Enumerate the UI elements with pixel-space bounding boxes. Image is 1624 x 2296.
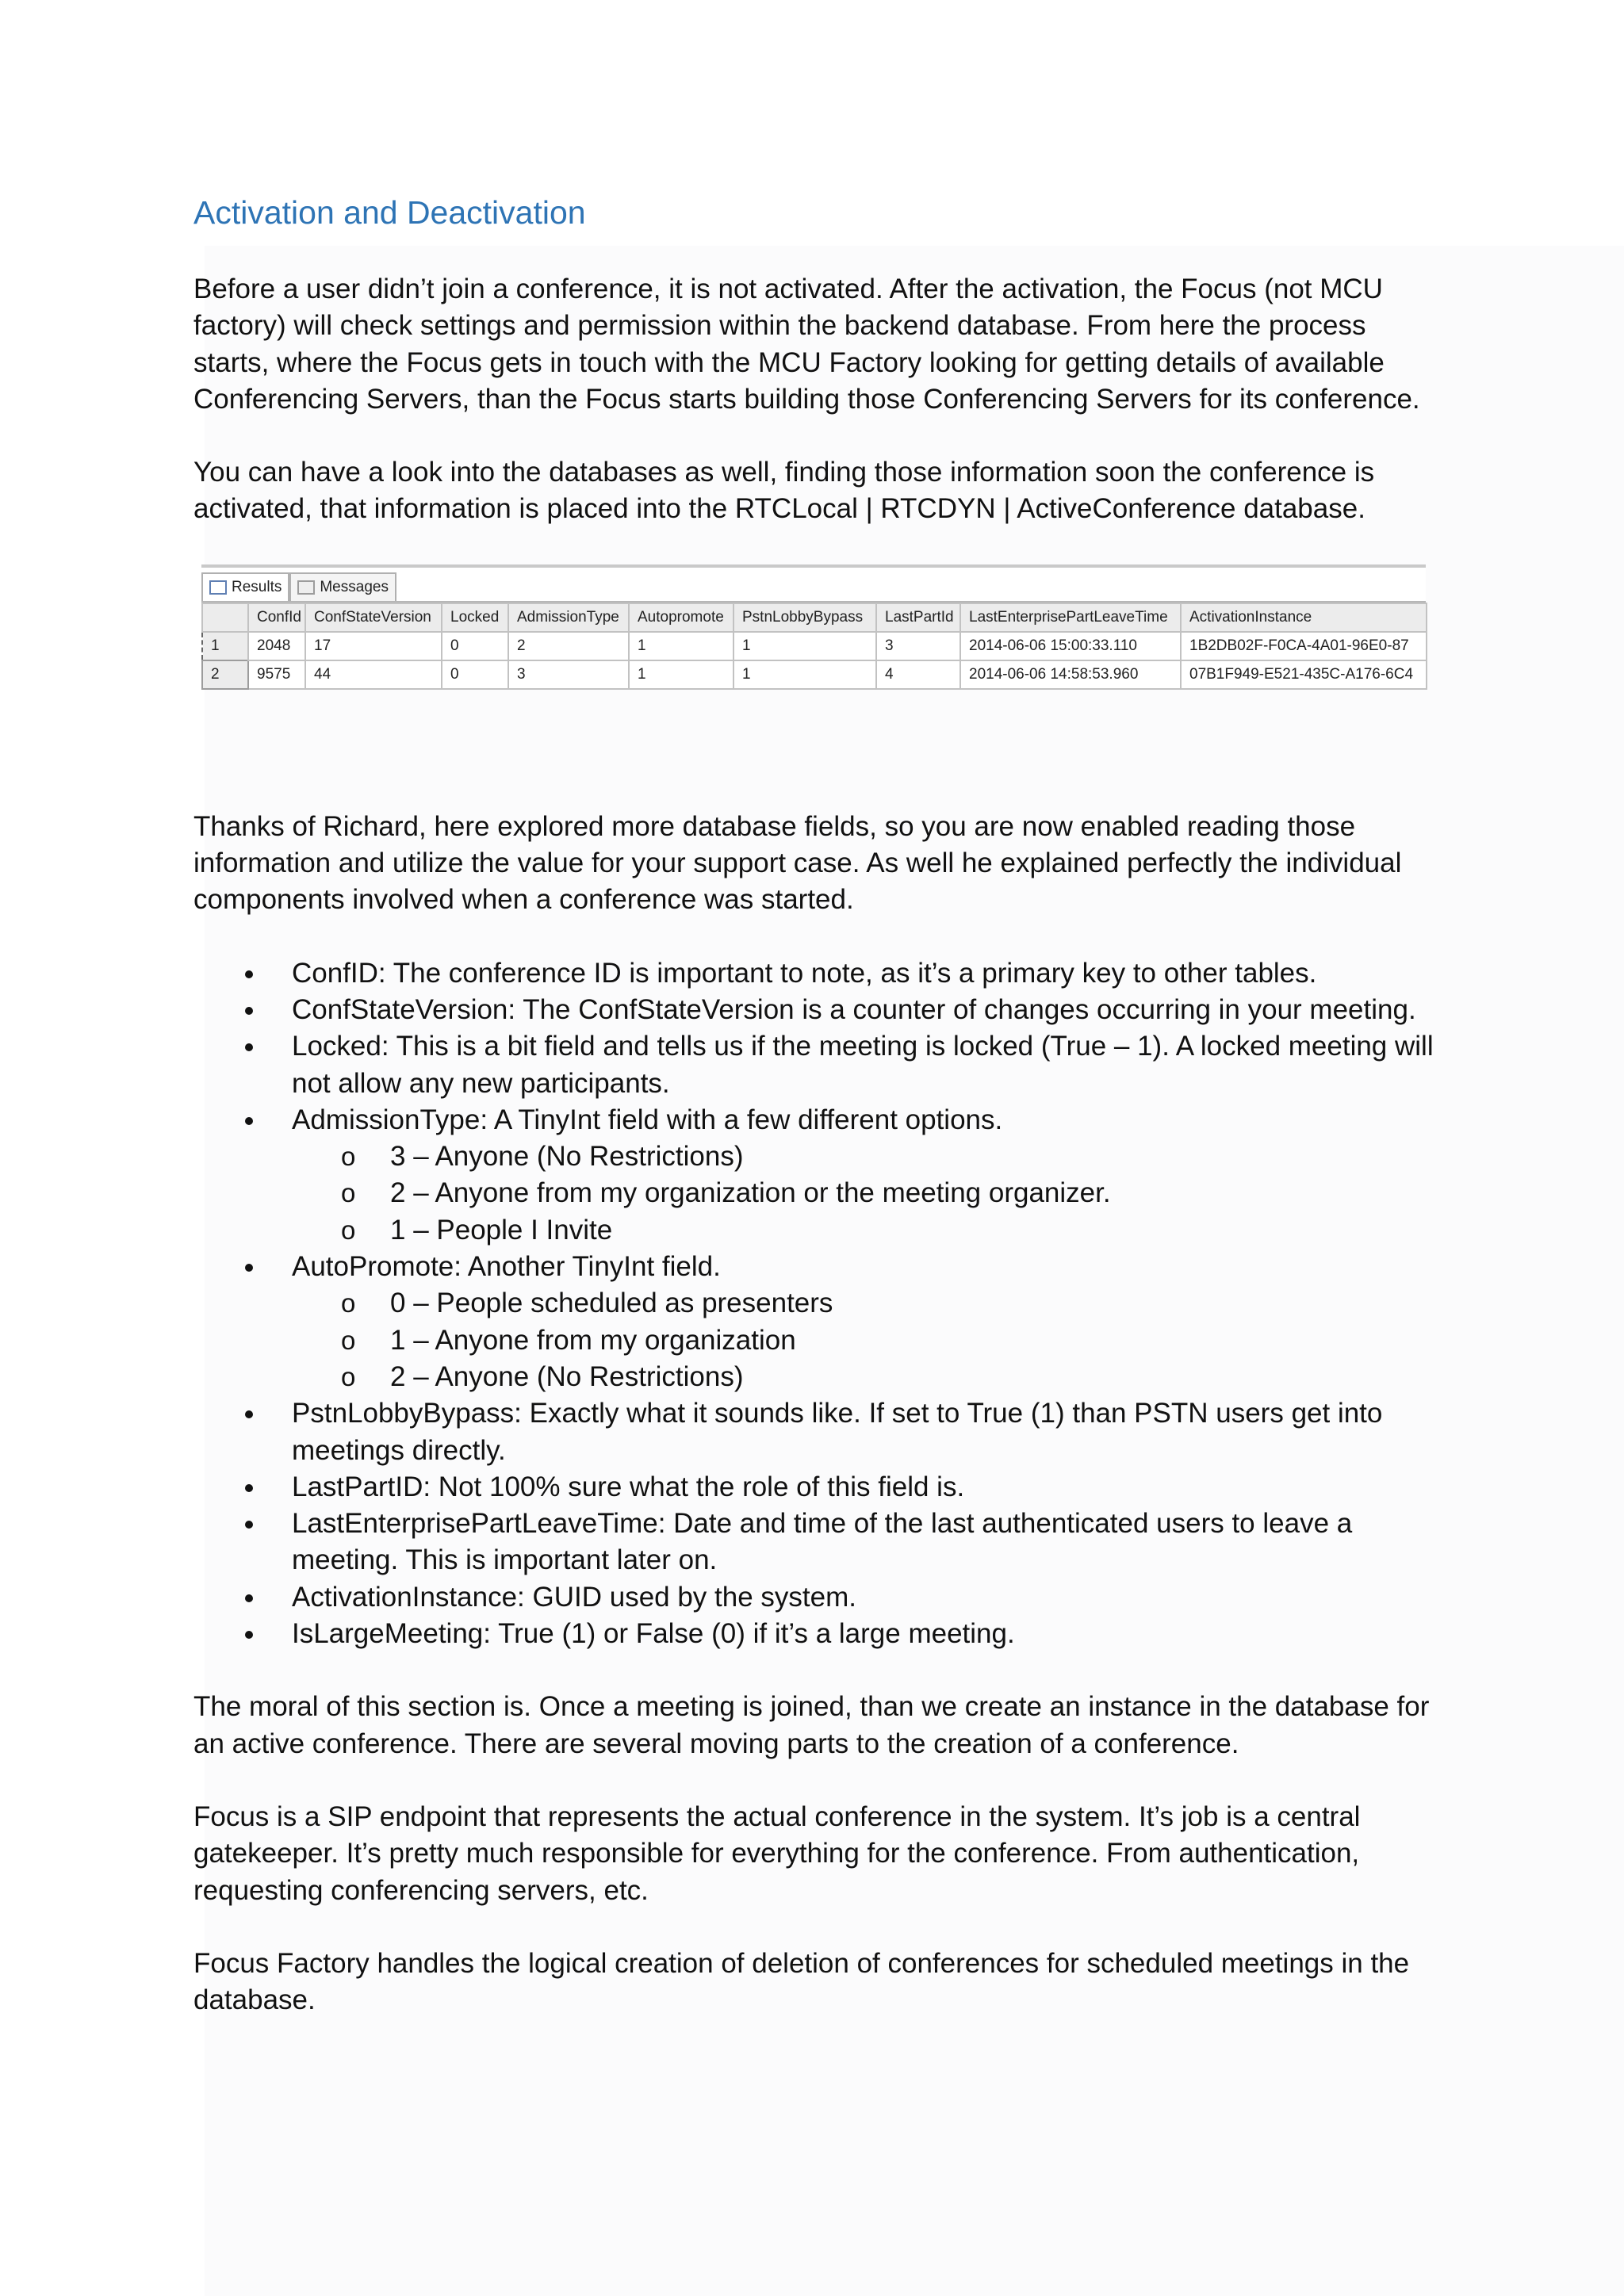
column-header[interactable]: LastEnterprisePartLeaveTime bbox=[960, 603, 1181, 632]
table-cell[interactable]: 2048 bbox=[248, 632, 305, 660]
list-item bbox=[292, 1028, 1446, 1102]
results-tab-bar bbox=[201, 568, 1426, 603]
table-cell[interactable]: 1 bbox=[629, 660, 733, 689]
list-item-text: Locked: This is a bit field and tells us if the meeting is locked (True – 1). A locked meeting will not allow any new participants. bbox=[292, 1031, 1434, 1099]
column-header[interactable]: LastPartId bbox=[876, 603, 960, 632]
autopromote-options bbox=[292, 1285, 1446, 1395]
sub-list-item: o 0 – People scheduled as presenters bbox=[390, 1285, 1446, 1322]
list-item bbox=[292, 992, 1446, 1028]
query-results-screenshot bbox=[201, 564, 1426, 690]
table-cell[interactable]: 0 bbox=[442, 660, 508, 689]
column-header[interactable]: PstnLobbyBypass bbox=[733, 603, 876, 632]
header-row bbox=[202, 603, 1427, 632]
focus-factory-paragraph: Focus Factory handles the logical creation of deletion of conferences for scheduled meetings in the database. bbox=[193, 1947, 1410, 2016]
list-item bbox=[292, 1506, 1446, 1579]
sub-list-item: o 1 – People I Invite bbox=[390, 1212, 1446, 1249]
list-item-text: AdmissionType: A TinyInt field with a few different options. bbox=[292, 1104, 1003, 1135]
sub-list-item: o 1 – Anyone from my organization bbox=[390, 1322, 1446, 1359]
table-row[interactable] bbox=[202, 660, 1427, 689]
sub-list-item: o 2 – Anyone from my organization or the meeting organizer. bbox=[390, 1175, 1446, 1211]
table-cell[interactable]: 9575 bbox=[248, 660, 305, 689]
list-item bbox=[292, 955, 1446, 992]
row-number-header bbox=[202, 603, 248, 632]
table-cell[interactable]: 1 bbox=[733, 632, 876, 660]
moral-paragraph: The moral of this section is. Once a meeting is joined, than we create an instance in the database for an active conference. There are several moving parts to the creation of a conference. bbox=[193, 1691, 1430, 1759]
table-cell[interactable]: 07B1F949-E521-435C-A176-6C4 bbox=[1181, 660, 1427, 689]
table-cell[interactable]: 2 bbox=[508, 632, 629, 660]
list-item-text: ActivationInstance: GUID used by the system. bbox=[292, 1581, 856, 1613]
list-item bbox=[292, 1469, 1446, 1506]
table-cell[interactable]: 2014-06-06 15:00:33.110 bbox=[960, 632, 1181, 660]
list-item-text: ConfStateVersion: The ConfStateVersion is a counter of changes occurring in your meeting. bbox=[292, 993, 1416, 1025]
list-item bbox=[292, 1249, 1446, 1395]
field-list bbox=[193, 955, 1446, 1653]
list-item-text: ConfID: The conference ID is important to note, as it’s a primary key to other tables. bbox=[292, 957, 1317, 989]
table-cell[interactable]: 2014-06-06 14:58:53.960 bbox=[960, 660, 1181, 689]
intro-paragraph: Before a user didn’t join a conference, it is not activated. After the activation, the Focus (not MCU factory) will check settings and permission within the backend database. From here the process starts, where the Focus gets in touch with the MCU Factory looking for getting details of available Conferencing Servers, than the Focus starts building those Conferencing Servers for its conference. bbox=[193, 274, 1420, 415]
admission-options bbox=[292, 1138, 1446, 1249]
list-item-text: AutoPromote: Another TinyInt field. bbox=[292, 1251, 721, 1283]
list-item bbox=[292, 1102, 1446, 1249]
table-cell[interactable]: 1 bbox=[629, 632, 733, 660]
sub-list-item: o 3 – Anyone (No Restrictions) bbox=[390, 1138, 1446, 1175]
results-grid bbox=[201, 603, 1427, 690]
table-cell[interactable]: 4 bbox=[876, 660, 960, 689]
list-item bbox=[292, 1395, 1446, 1469]
column-header[interactable]: ConfStateVersion bbox=[305, 603, 442, 632]
column-header[interactable]: ConfId bbox=[248, 603, 305, 632]
sub-list-item: o 2 – Anyone (No Restrictions) bbox=[390, 1359, 1446, 1395]
list-item-text: PstnLobbyBypass: Exactly what it sounds like. If set to True (1) than PSTN users get into meetings directly. bbox=[292, 1398, 1383, 1466]
list-item-text: LastPartID: Not 100% sure what the role of this field is. bbox=[292, 1471, 965, 1502]
list-item-text: LastEnterprisePartLeaveTime: Date and time of the last authenticated users to leave a meeting. This is important later on. bbox=[292, 1508, 1353, 1576]
row-number[interactable]: 1 bbox=[202, 632, 248, 660]
list-item-text: IsLargeMeeting: True (1) or False (0) if it’s a large meeting. bbox=[292, 1618, 1015, 1650]
column-header[interactable]: Autopromote bbox=[629, 603, 733, 632]
list-item bbox=[292, 1579, 1446, 1616]
table-cell[interactable]: 1 bbox=[733, 660, 876, 689]
row-number[interactable]: 2 bbox=[202, 660, 248, 689]
list-item bbox=[292, 1616, 1446, 1652]
table-cell[interactable]: 1B2DB02F-F0CA-4A01-96E0-87 bbox=[1181, 632, 1427, 660]
table-cell[interactable]: 17 bbox=[305, 632, 442, 660]
databases-paragraph: You can have a look into the databases as well, finding those information soon the conference is activated, that information is placed into the RTCLocal | RTCDYN | ActiveConference database. bbox=[193, 457, 1375, 525]
table-cell[interactable]: 3 bbox=[508, 660, 629, 689]
table-row[interactable] bbox=[202, 632, 1427, 660]
grid-icon bbox=[209, 580, 227, 595]
column-header[interactable]: Locked bbox=[442, 603, 508, 632]
tab-messages-label: Messages bbox=[320, 578, 389, 595]
table-cell[interactable]: 3 bbox=[876, 632, 960, 660]
table-cell[interactable]: 0 bbox=[442, 632, 508, 660]
section-heading: Activation and Deactivation bbox=[193, 194, 586, 231]
tab-messages[interactable] bbox=[289, 572, 396, 601]
messages-icon bbox=[297, 580, 315, 595]
document-body bbox=[193, 189, 1446, 2055]
focus-paragraph: Focus is a SIP endpoint that represents the actual conference in the system. It’s job is a central gatekeeper. It’s pretty much responsible for everything for the conference. From authentication, requesting conferencing servers, etc. bbox=[193, 1800, 1361, 1906]
tab-results[interactable] bbox=[201, 572, 289, 601]
column-header[interactable]: ActivationInstance bbox=[1181, 603, 1427, 632]
tab-results-label: Results bbox=[232, 578, 282, 595]
thanks-paragraph: Thanks of Richard, here explored more database fields, so you are now enabled reading those information and utilize the value for your support case. As well he explained perfectly the individual components involved when a conference was started. bbox=[193, 810, 1402, 916]
table-cell[interactable]: 44 bbox=[305, 660, 442, 689]
column-header[interactable]: AdmissionType bbox=[508, 603, 629, 632]
